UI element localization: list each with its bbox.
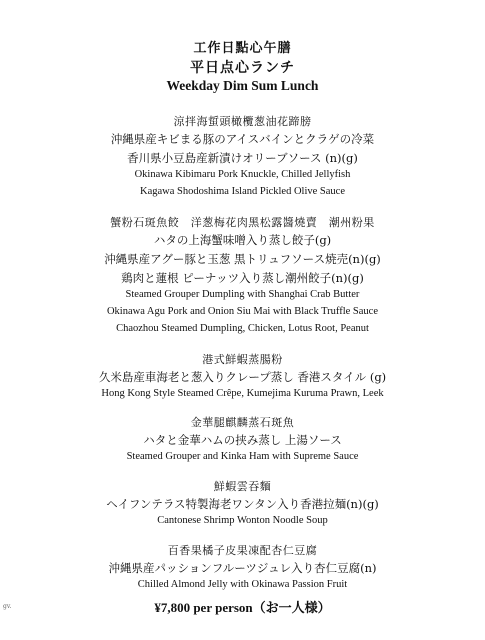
course-1-english-2: Kagawa Shodoshima Island Pickled Olive Sauce xyxy=(140,186,345,197)
course-5-chinese: 鮮蝦雲吞麵 xyxy=(213,480,272,493)
course-4-japanese-1: ハタと金華ハムの挟み蒸し 上湯ソース xyxy=(143,433,342,447)
course-2-english-1: Steamed Grouper Dumpling with Shanghai Crab Butter xyxy=(125,289,360,300)
course-1-english-1: Okinawa Kibimaru Pork Knuckle, Chilled Jellyfish xyxy=(134,169,351,180)
title-chinese: 工作日點心午膳 xyxy=(193,41,292,56)
course-1-japanese-2: 香川県小豆島産新漬けオリーブソース (n)(g) xyxy=(127,151,358,165)
course-2-chinese: 蟹粉石斑魚餃 洋葱梅花肉黑松露醬燒賣 潮州粉果 xyxy=(110,216,375,229)
course-2-japanese-1: ハタの上海蟹味噌入り蒸し餃子(g) xyxy=(153,233,332,247)
course-6-english-1: Chilled Almond Jelly with Okinawa Passion Fruit xyxy=(137,579,348,590)
course-6-chinese: 百香果橘子皮果凍配杏仁豆腐 xyxy=(167,544,318,557)
course-3-english-1: Hong Kong Style Steamed Crêpe, Kumejima Kuruma Prawn, Leek xyxy=(101,388,384,399)
course-1-chinese: 涼拌海蜇頭橄欖葱油花蹄膀 xyxy=(173,115,312,128)
course-5-japanese-1: ヘイフンテラス特製海老ワンタン入り香港拉麺(n)(g) xyxy=(106,497,379,511)
price: ¥7,800 per person（お一人様） xyxy=(154,600,331,615)
course-5-english-1: Cantonese Shrimp Wonton Noodle Soup xyxy=(157,515,328,526)
course-6-japanese-1: 沖縄県産パッションフルーツジュレ入り杏仁豆腐(n) xyxy=(108,561,377,575)
course-3-japanese-1: 久米島産車海老と葱入りクレープ蒸し 香港スタイル (g) xyxy=(98,370,387,384)
title-english: Weekday Dim Sum Lunch xyxy=(166,78,319,93)
course-4-chinese: 金華腿麒麟蒸石斑魚 xyxy=(190,416,295,429)
course-2-english-3: Chaozhou Steamed Dumpling, Chicken, Lotus Root, Peanut xyxy=(116,323,369,334)
course-3-chinese: 港式鮮蝦蒸腸粉 xyxy=(202,353,283,366)
course-2-english-2: Okinawa Agu Pork and Onion Siu Mai with Black Truffle Sauce xyxy=(106,306,379,317)
course-4-english-1: Steamed Grouper and Kinka Ham with Supreme Sauce xyxy=(126,451,359,462)
title-japanese: 平日点心ランチ xyxy=(190,60,295,76)
course-2-japanese-3: 鶏肉と蓮根 ピーナッツ入り蒸し潮州餃子(n)(g) xyxy=(121,271,364,285)
course-2-japanese-2: 沖縄県産アグー豚と玉葱 黒トリュフソース焼売(n)(g) xyxy=(104,252,381,266)
corner-mark: gv. xyxy=(3,603,12,610)
course-1-japanese-1: 沖縄県産キビまる豚のアイスバインとクラゲの冷菜 xyxy=(110,132,375,146)
